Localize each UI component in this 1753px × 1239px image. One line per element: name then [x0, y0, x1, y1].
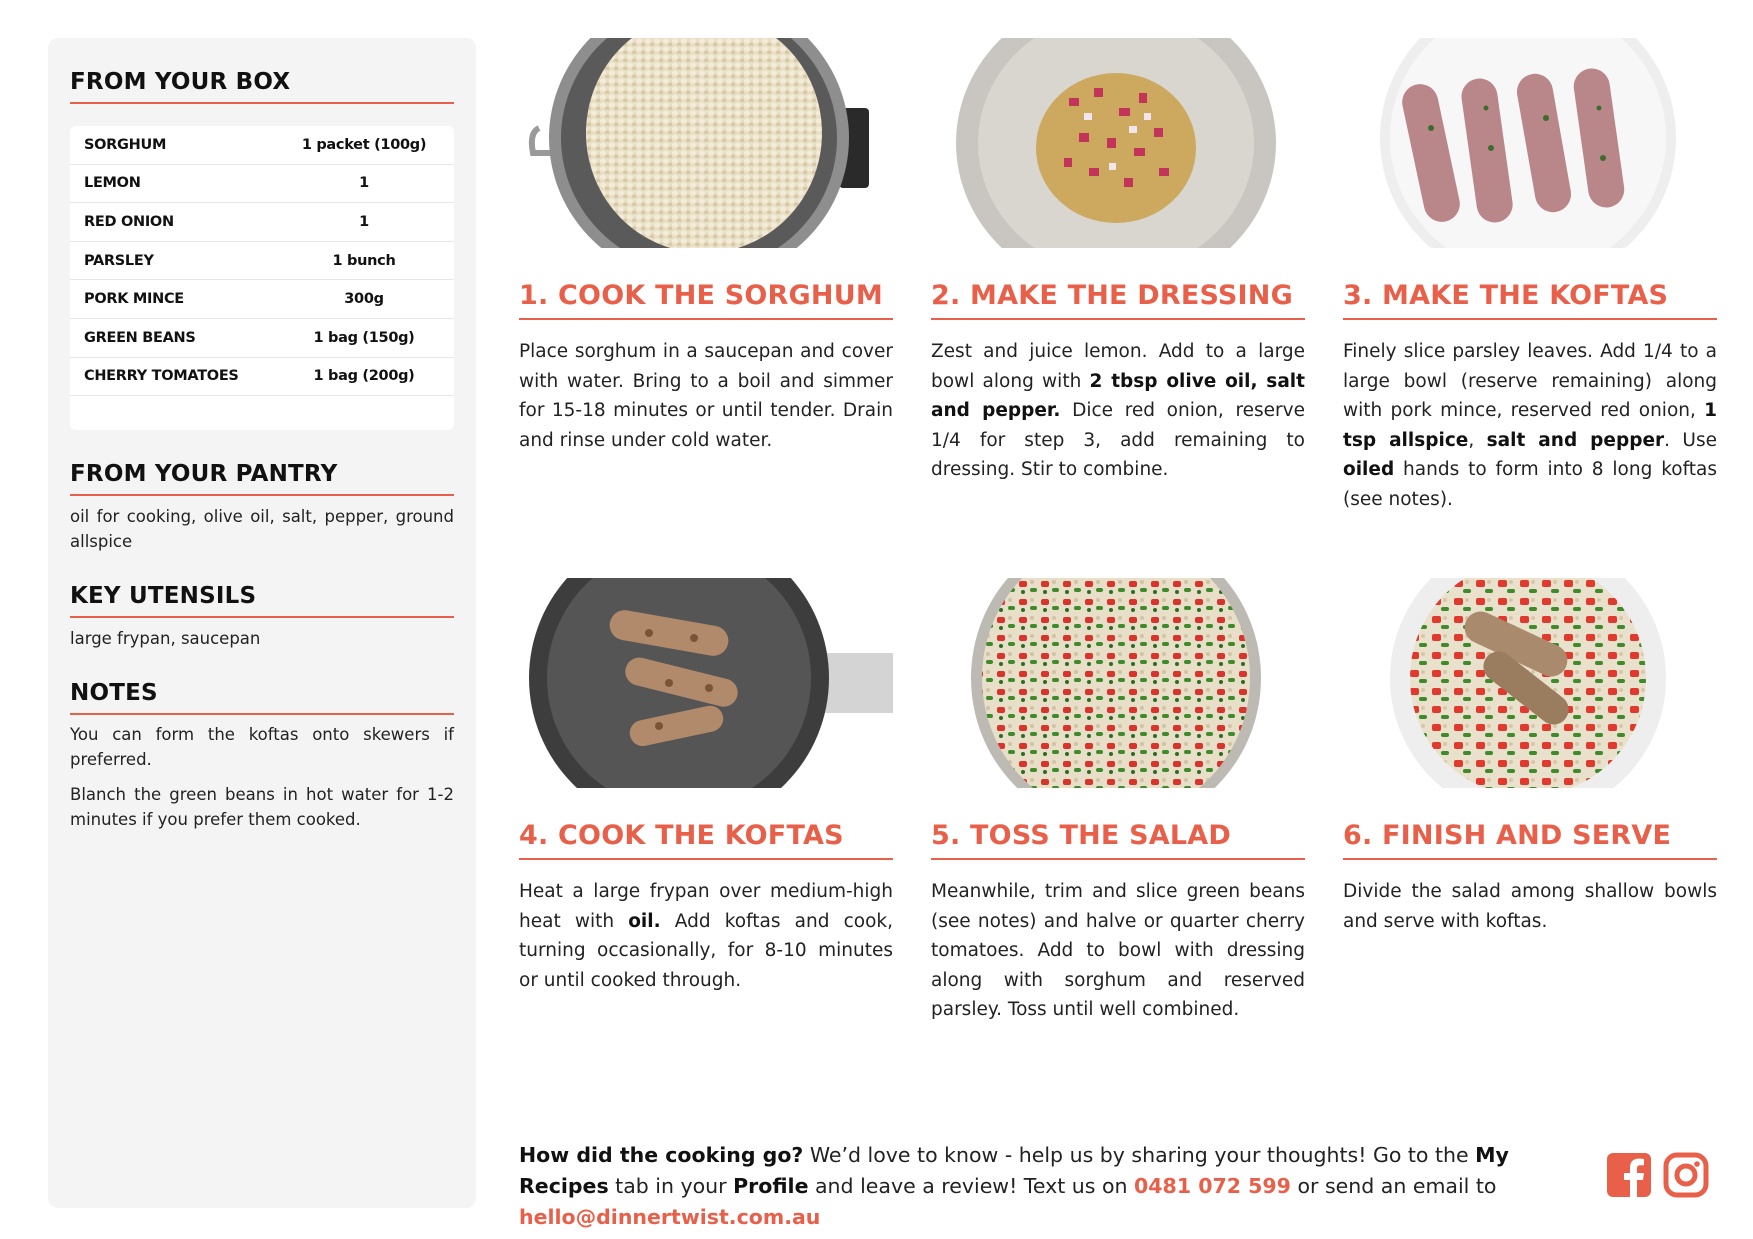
step-text: Finely slice parsley leaves. Add 1/4 to a large bowl (reserve remaining) along with pork mince, reserved red onion,: [1343, 341, 1717, 421]
ingredient-row: [70, 319, 454, 358]
step-text: Meanwhile, trim and slice green beans (see notes) and halve or quarter cherry tomatoes. Add to bowl with dressing along with sorghum and reserved parsley. Toss until well combined.: [931, 881, 1305, 1020]
note-item: Blanch the green beans in hot water for 1-2 minutes if you prefer them cooked.: [70, 785, 454, 829]
facebook-icon[interactable]: [1606, 1152, 1652, 1198]
step-bold-text: 2 tbsp olive oil, salt and pepper.: [931, 370, 1305, 421]
profile-link[interactable]: Profile: [733, 1174, 809, 1198]
step-5-body: [931, 877, 1305, 1025]
notes-title: NOTES: [70, 679, 454, 715]
step-text: Add koftas and cook, turning occasionally, for 8-10 minutes or until cooked through.: [519, 910, 893, 991]
step-1-title: 1. COOK THE SORGHUM: [519, 280, 893, 320]
step-6-body: [1343, 877, 1717, 936]
step-bold-text: 1 tsp allspice: [1343, 400, 1717, 451]
ingredient-name: CHERRY TOMATOES: [84, 368, 239, 385]
step-2-title: 2. MAKE THE DRESSING: [931, 280, 1305, 320]
feedback-text: We’d love to know - help us by sharing your thoughts! Go to the: [803, 1143, 1476, 1167]
ingredient-row: [70, 126, 454, 165]
feedback-question: How did the cooking go?: [519, 1143, 804, 1167]
ingredient-name: GREEN BEANS: [84, 329, 196, 346]
utensils-text: large frypan, saucepan: [70, 629, 261, 648]
step-5-title: 5. TOSS THE SALAD: [931, 820, 1305, 860]
box-title: FROM YOUR BOX: [70, 68, 454, 104]
step-bold-text: oiled: [1343, 459, 1395, 480]
step-text: Zest and juice lemon. Add to a large bowl along with: [931, 341, 1305, 392]
ingredient-qty: 1 bunch: [332, 252, 396, 269]
step-text: ,: [1468, 429, 1487, 451]
ingredient-qty: 1: [359, 213, 369, 230]
phone-link[interactable]: 0481 072 599: [1134, 1174, 1291, 1198]
note-item: You can form the koftas onto skewers if preferred.: [70, 725, 454, 769]
step-3-title: 3. MAKE THE KOFTAS: [1343, 280, 1717, 320]
utensils-title: KEY UTENSILS: [70, 582, 454, 618]
step-2-image: [929, 38, 1303, 248]
ingredient-qty: 1 bag (150g): [313, 329, 415, 346]
feedback-text: tab in your: [608, 1174, 734, 1198]
ingredient-name: LEMON: [84, 175, 141, 192]
ingredient-row: [70, 280, 454, 319]
ingredient-row: [70, 242, 454, 281]
step-5-image: [929, 578, 1303, 788]
step-4-title: 4. COOK THE KOFTAS: [519, 820, 893, 860]
ingredient-name: SORGHUM: [84, 136, 167, 153]
step-4-image: [519, 578, 893, 788]
ingredient-qty: 1 bag (200g): [313, 368, 415, 385]
step-1-body: [519, 337, 893, 455]
step-4-body: [519, 877, 893, 995]
step-3-body: [1343, 337, 1717, 514]
ingredient-qty: 1: [359, 175, 369, 192]
my-recipes-link[interactable]: My Recipes: [519, 1143, 1509, 1198]
ingredient-name: RED ONION: [84, 213, 174, 230]
step-text: Dice red onion, reserve 1/4 for step 3, add remaining to dressing. Stir to combine.: [931, 400, 1305, 480]
pantry-text: oil for cooking, olive oil, salt, pepper, ground allspice: [70, 507, 454, 551]
step-text: Divide the salad among shallow bowls and serve with koftas.: [1343, 881, 1717, 932]
email-link[interactable]: hello@dinnertwist.com.au: [519, 1205, 821, 1229]
step-6-image: [1341, 578, 1715, 788]
step-1-image: [519, 38, 893, 248]
ingredient-row: [70, 358, 454, 397]
step-text: hands to form into 8 long koftas (see notes).: [1343, 459, 1717, 510]
ingredient-qty: 1 packet (100g): [301, 136, 427, 153]
ingredient-name: PARSLEY: [84, 252, 154, 269]
sidebar: [48, 38, 476, 1208]
step-text: . Use: [1664, 429, 1717, 451]
step-bold-text: salt and pepper: [1486, 429, 1665, 451]
feedback-footer: [519, 1140, 1579, 1233]
feedback-text: and leave a review! Text us on: [808, 1174, 1135, 1198]
step-6-title: 6. FINISH AND SERVE: [1343, 820, 1717, 860]
step-text: Heat a large frypan over medium-high heat with: [519, 881, 893, 932]
ingredient-row: [70, 165, 454, 204]
step-bold-text: oil.: [628, 910, 661, 932]
feedback-text: or send an email to: [1290, 1174, 1497, 1198]
ingredients-table: [70, 126, 454, 430]
pantry-title: FROM YOUR PANTRY: [70, 460, 454, 496]
step-text: Place sorghum in a saucepan and cover with water. Bring to a boil and simmer for 15-18 minutes or until tender. Drain and rinse under cold water.: [519, 341, 893, 451]
step-3-image: [1341, 38, 1715, 248]
ingredient-name: PORK MINCE: [84, 291, 184, 308]
instagram-icon[interactable]: [1663, 1152, 1709, 1198]
ingredient-qty: 300g: [344, 291, 384, 308]
ingredient-row: [70, 203, 454, 242]
step-2-body: [931, 337, 1305, 485]
